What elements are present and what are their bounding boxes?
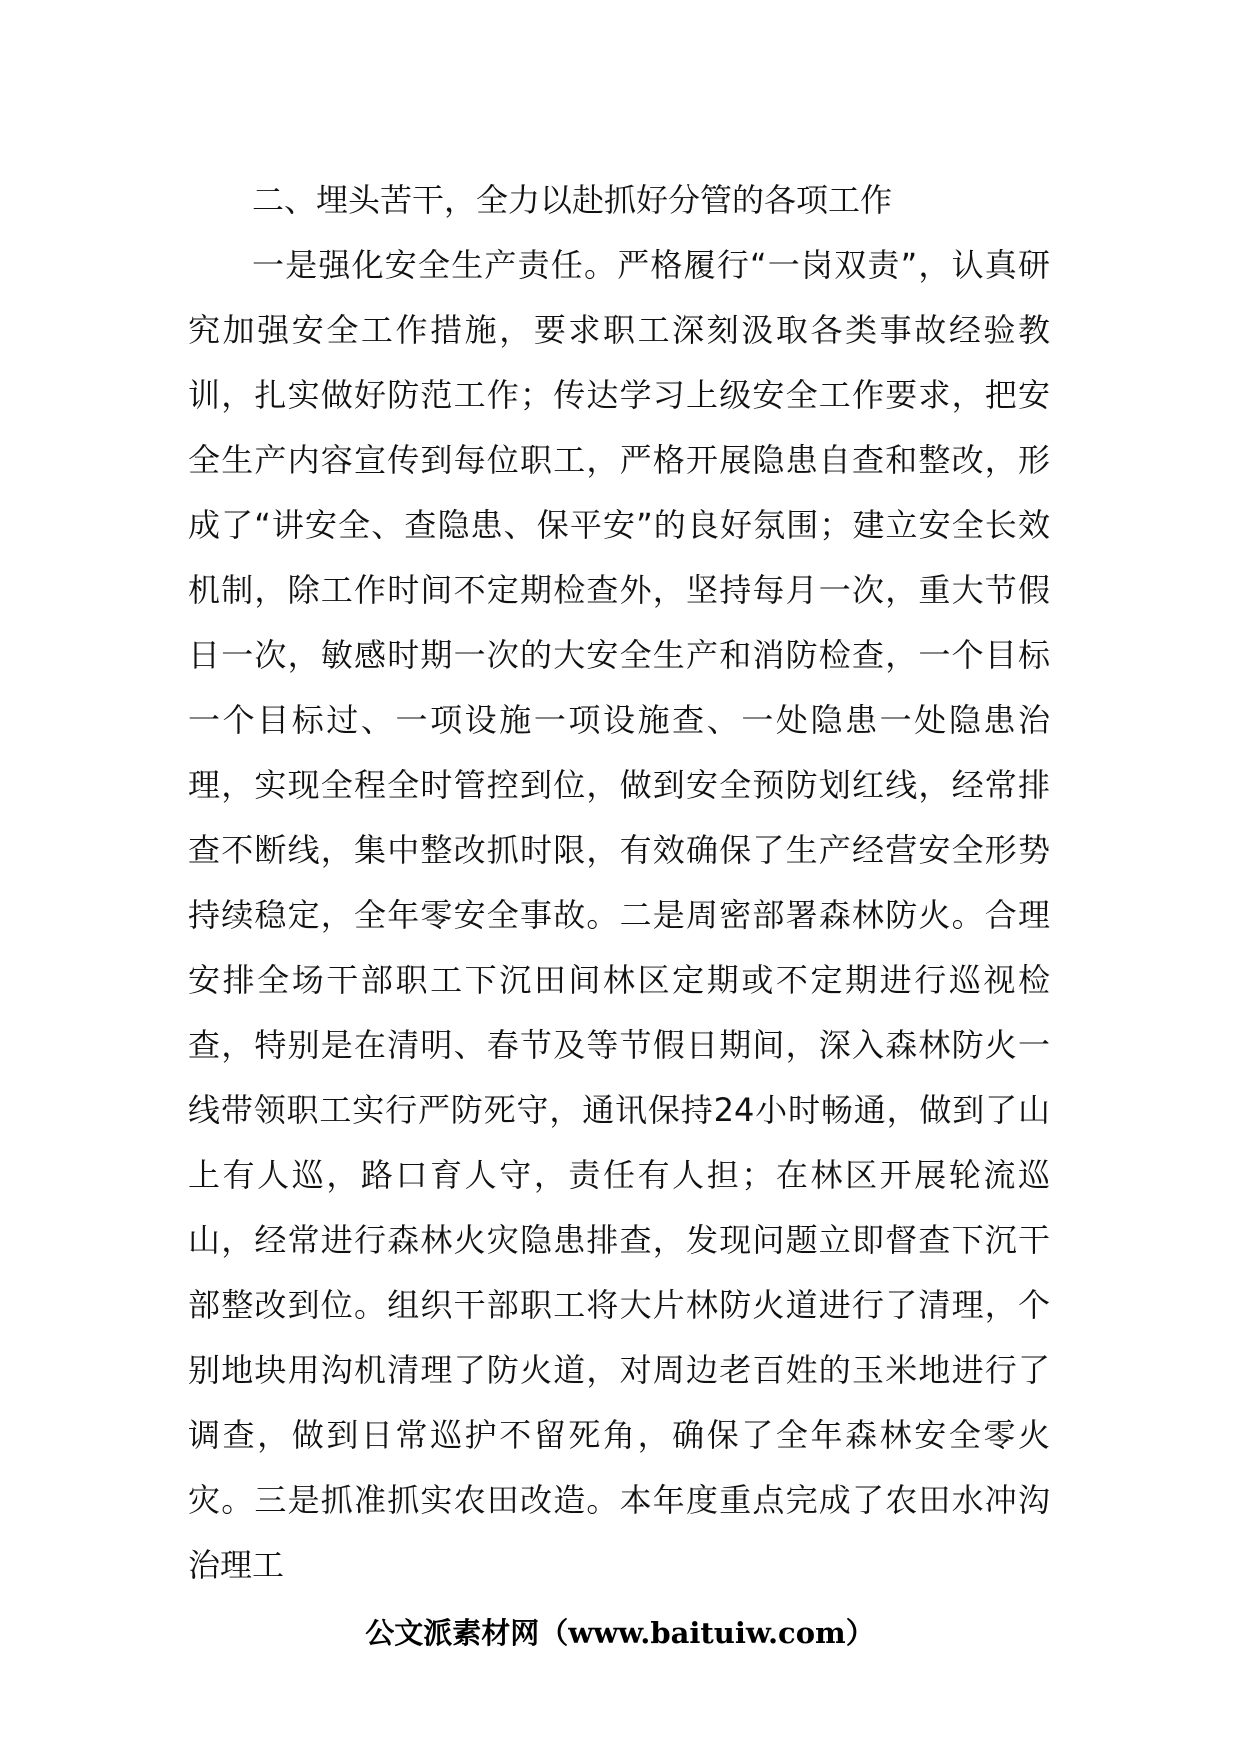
footer-watermark: 公文派素材网（www.baituiw.com） (365, 1616, 875, 1650)
section-heading: 二、埋头苦干，全力以赴抓好分管的各项工作 (252, 181, 893, 219)
document-body (188, 168, 1050, 1598)
body-paragraph: 一是强化安全生产责任。严格履行“一岗双责”，认真研究加强安全工作措施，要求职工深刻汲取各类事故经验教训，扎实做好防范工作；传达学习上级安全工作要求，把安全生产内容宣传到每位职工，严格开展隐患自查和整改，形成了“讲安全、查隐患、保平安”的良好氛围；建立安全长效机制，除工作时间不定期检查外，坚持每月一次，重大节假日一次，敏感时期一次的大安全生产和消防检查，一个目标一个目标过、一项设施一项设施查、一处隐患一处隐患治理，实现全程全时管控到位，做到安全预防划红线，经常排查不断线，集中整改抓时限，有效确保了生产经营安全形势持续稳定，全年零安全事故。二是周密部署森林防火。合理安排全场干部职工下沉田间林区定期或不定期进行巡视检查，特别是在清明、春节及等节假日期间，深入森林防火一线带领职工实行严防死守，通讯保持24小时畅通，做到了山上有人巡，路口育人守，责任有人担；在林区开展轮流巡山，经常进行森林火灾隐患排查，发现问题立即督查下沉干部整改到位。组织干部职工将大片林防火道进行了清理，个别地块用沟机清理了防火道，对周边老百姓的玉米地进行了调查，做到日常巡护不留死角，确保了全年森林安全零火灾。三是抓准抓实农田改造。本年度重点完成了农田水冲沟治理工 (188, 246, 1050, 1584)
